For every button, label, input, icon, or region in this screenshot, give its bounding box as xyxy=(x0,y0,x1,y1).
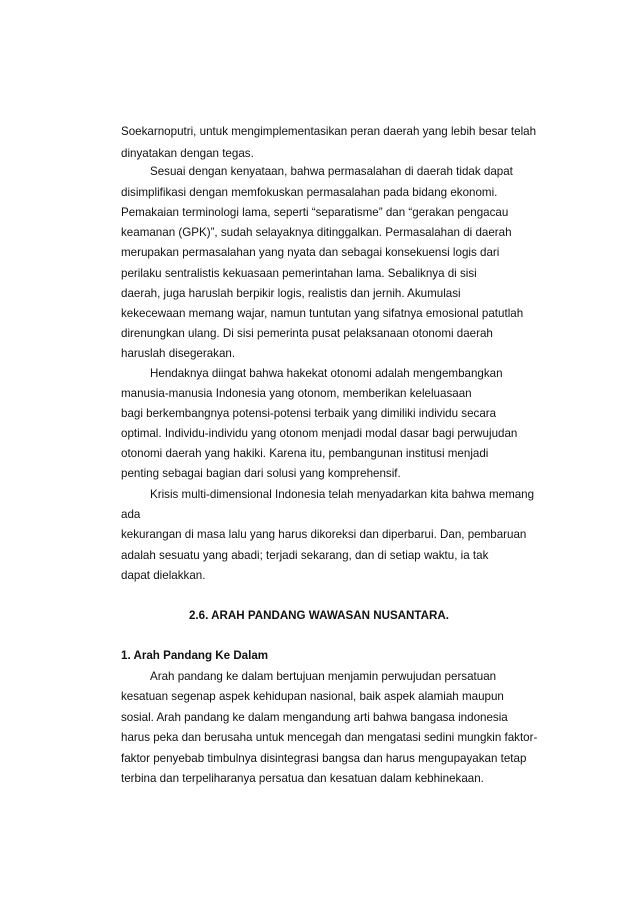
text-line: terbina dan terpeliharanya persatua dan kesatuan dalam kebhinekaan. xyxy=(121,772,484,785)
text-line: bagi berkembangnya potensi-potensi terbaik yang dimiliki individu secara xyxy=(121,407,497,420)
text-line: kekecewaan memang wajar, namun tuntutan yang sifatnya emosional patutlah xyxy=(121,307,524,320)
text-line: adalah sesuatu yang abadi; terjadi sekarang, dan di setiap waktu, ia tak xyxy=(121,549,489,562)
section-heading: 2.6. ARAH PANDANG WAWASAN NUSANTARA. xyxy=(188,609,449,622)
text-line: faktor penyebab timbulnya disintegrasi bangsa dan harus mengupayakan tetap xyxy=(121,752,527,765)
text-line: optimal. Individu-individu yang otonom menjadi modal dasar bagi perwujudan xyxy=(121,427,518,440)
text-line: dapat dielakkan. xyxy=(121,569,206,582)
text-line: disimplifikasi dengan memfokuskan permasalahan pada bidang ekonomi. xyxy=(121,186,498,199)
text-line: Arah pandang ke dalam bertujuan menjamin perwujudan persatuan xyxy=(150,670,497,683)
text-line: direnungkan ulang. Di sisi pemerinta pusat pelaksanaan otonomi daerah xyxy=(121,327,493,340)
text-line: kekurangan di masa lalu yang harus dikoreksi dan diperbarui. Dan, pembaruan xyxy=(121,528,527,541)
text-line: Hendaknya diingat bahwa hakekat otonomi adalah mengembangkan xyxy=(150,367,503,380)
text-line: manusia-manusia Indonesia yang otonom, memberikan keleluasaan xyxy=(121,387,472,400)
text-line: otonomi daerah yang hakiki. Karena itu, pembangunan institusi menjadi xyxy=(121,447,489,460)
text-line: harus peka dan berusaha untuk mencegah dan mengatasi sedini mungkin faktor- xyxy=(121,731,538,744)
text-line: Krisis multi-dimensional Indonesia telah menyadarkan kita bahwa memang xyxy=(150,488,535,501)
text-line: sosial. Arah pandang ke dalam mengandung arti bahwa bangasa indonesia xyxy=(121,711,508,724)
text-line: kesatuan segenap aspek kehidupan nasional, baik aspek alamiah maupun xyxy=(121,690,504,703)
text-line: haruslah disegerakan. xyxy=(121,347,236,360)
text-line: dinyatakan dengan tegas. xyxy=(121,147,254,160)
text-line: perilaku sentralistis kekuasaan pemerintahan lama. Sebaliknya di sisi xyxy=(121,267,477,280)
text-line: merupakan permasalahan yang nyata dan sebagai konsekuensi logis dari xyxy=(121,246,500,259)
text-line: keamanan (GPK)”, sudah selayaknya ditinggalkan. Permasalahan di daerah xyxy=(121,226,512,239)
text-line: Pemakaian terminologi lama, seperti “separatisme” dan “gerakan pengacau xyxy=(121,206,509,219)
subheading: 1. Arah Pandang Ke Dalam xyxy=(121,649,269,662)
text-line: penting sebagai bagian dari solusi yang komprehensif. xyxy=(121,467,401,480)
text-line: ada xyxy=(121,508,141,521)
text-line: Soekarnoputri, untuk mengimplementasikan peran daerah yang lebih besar telah xyxy=(121,125,537,138)
text-line: daerah, juga haruslah berpikir logis, realistis dan jernih. Akumulasi xyxy=(121,287,461,300)
text-line: Sesuai dengan kenyataan, bahwa permasalahan di daerah tidak dapat xyxy=(150,165,513,178)
